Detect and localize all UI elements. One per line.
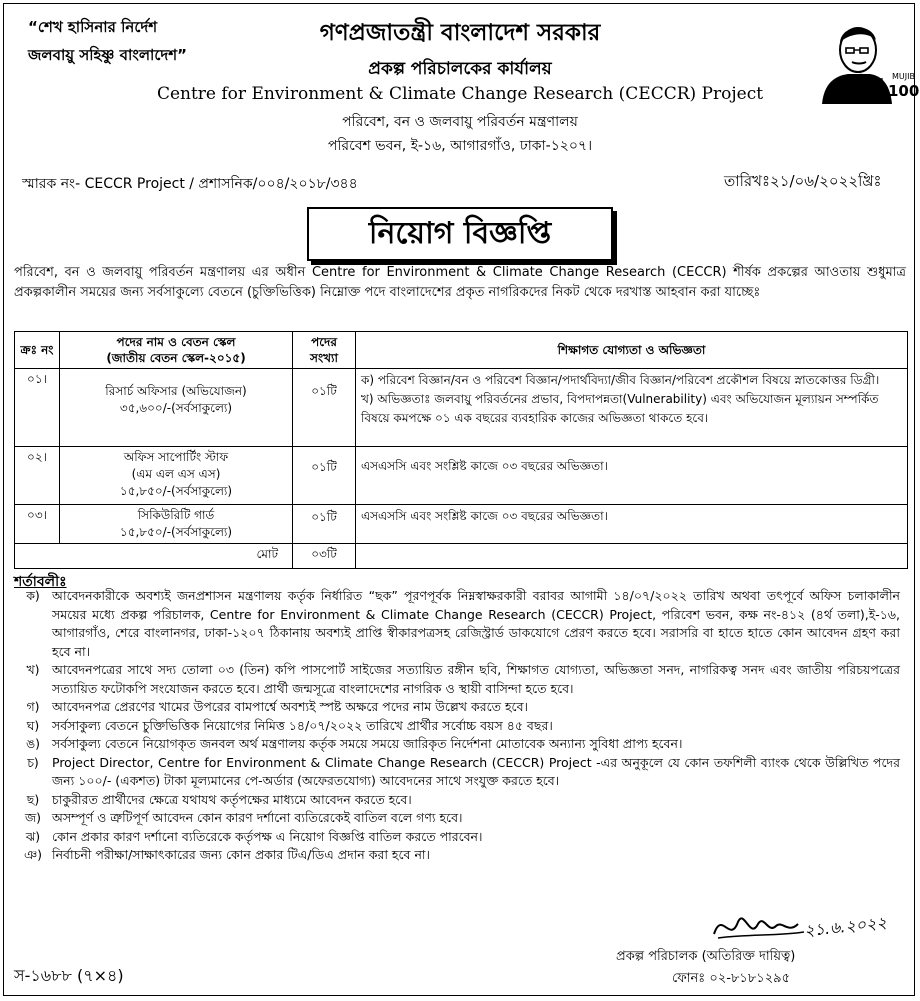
office-address: পরিবেশ ভবন, ই-১৬, আগারগাঁও, ঢাকা-১২০৭। [327,138,593,154]
term-key: ঙ) [25,736,41,751]
term-text: আবেদনপত্রের সাথে সদ্য তোলা ০৩ (তিন) কপি পাসপোর্ট সাইজের সত্যায়িত রঙ্গীন ছবি, শিক্ষাগত যোগ্যতা, অভিজ্ঞতা সনদ, নাগরিকত্ব সনদ এবং জাতীয় পরিচয়পত্রের সত্যায়িত ফটোকপি সংযোজন করতে হবে। প্রার্থী জন্মসূত্রে বাংলাদেশের নাগরিক ও স্থায়ী বাসিন্দা হতে হবে। [52,662,900,696]
row-serial: ০১। [15,369,60,447]
table-row [15,369,908,447]
term-item [14,735,908,754]
qualification-b: খ) অভিজ্ঞতাঃ জলবায়ু পরিবর্তনের প্রভাব, বিপদাপন্নতা(Vulnerability) এবং অভিযোজন মূল্যায়ন সম্পর্কিত বিষয়ে কমপক্ষে ০১ এক বছরের ব্যবহারিক কাজের অভিজ্ঞতা থাকতে হবে। [361,392,879,425]
notice-date: তারিখঃ২১/০৬/২০২২খ্রিঃ [724,172,882,190]
term-item [14,791,908,810]
post-pay: ১৫,৮৫০/-(সর্বসাকুল্যে) [119,525,233,539]
table-header-row [15,332,908,369]
term-text: কোন প্রকার কারণ দর্শানো ব্যতিরেকে কর্তৃপক্ষ এ নিয়োগ বিজ্ঞপ্তি বাতিল করতে পারবেন। [52,828,483,844]
term-item [14,587,908,661]
term-key: ছ) [26,791,40,807]
total-empty-cell [356,544,908,569]
logo-text: মুজিব [848,74,883,92]
total-value: ০৩টি [293,544,356,569]
header-count: পদের সংখ্যা [293,332,356,369]
post-pay: ১৫,৮৫০/-(সর্বসাকুল্যে) [119,484,233,498]
term-text: Project Director, Centre for Environment & Climate Change Research (CECCR) Project -এর অনুকূলে যে কোন তফশিলী ব্যাংক থেকে উল্লিখিত পদের জন্য ১০০/- (একশত) টাকা মূল্যমানের পে-অর্ডার (অফেরতযোগ্য) আবেদনের সাথে সংযুক্ত করতে হবে। [52,754,900,788]
row-serial: ০২। [15,447,60,505]
term-item [14,809,908,828]
handwritten-signature [708,904,908,948]
term-text: সর্বসাকুল্য বেতনে চুক্তিভিত্তিক নিয়োগের নিমিত্ত ১৪/০৭/২০২২ তারিখে প্রার্থীর সর্বোচ্চ বয়স ৪৫ বছর। [52,717,553,733]
notice-title: নিয়োগ বিজ্ঞপ্তি [307,207,613,261]
term-item [14,754,908,791]
qualification-a: ক) পরিবেশ বিজ্ঞান/বন ও পরিবেশ বিজ্ঞান/পদার্থবিদ্যা/জীব বিজ্ঞান/পরিবেশ প্রকৌশল বিষয়ে স্নাতকোত্তর ডিগ্রী। [361,373,880,387]
row-qualification: এসএসসি এবং সংশ্লিষ্ট কাজে ০৩ বছরের অভিজ্ঞতা। [356,447,908,505]
mujib-100-logo [812,14,920,108]
logo-subtext: শতবর্ষ [852,94,870,102]
term-text: চাকুরীরত প্রার্থীদের ক্ষেত্রে যথাযথ কর্তৃপক্ষের মাধ্যমে আবেদন করতে হবে। [52,791,412,807]
term-key: খ) [26,662,40,677]
term-item [14,661,908,698]
post-name: সিকিউরিটি গার্ড [137,508,215,522]
row-qualification [356,369,908,447]
term-item [14,717,908,736]
government-title: গণপ্রজাতন্ত্রী বাংলাদেশ সরকার [319,20,601,46]
total-label: মোট [15,544,293,569]
term-key: গ) [26,699,40,714]
row-post [60,505,293,544]
term-text: আবেদনকারীকে অবশ্যই জনপ্রশাসন মন্ত্রণালয় কর্তৃক নির্ধারিত “ছক” পূরণপূর্বক নিম্নস্বাক্ষরকারী বরাবর আগামী ১৪/০৭/২০২২ তারিখ অথবা তৎপূর্বে অফিস চলাকালীন সময়ের মধ্যে প্রকল্প পরিচালক, Centre for Environment & Climate Change Research (CECCR) Project, পরিবেশ ভবন, কক্ষ নং-৪১২ (৪র্থ তলা),ই-১৬, আগারগাঁও, শেরে বাংলানগর, ঢাকা-১২০৭ ঠিকানায় অবশ্যই প্রাপ্তি স্বীকারপত্রসহ রেজিস্ট্রার্ড ডাকযোগে প্রেরণ করতে হবে। সরাসরি বা হাতে হাতে কোন আবেদন গ্রহণ করা হবে না। [52,588,900,659]
term-key: ঘ) [26,717,40,733]
total-row [15,544,908,569]
term-text: নির্বাচনী পরীক্ষা/সাক্ষাৎকারের জন্য কোন প্রকার টিএ/ডিএ প্রদান করা হবে না। [52,847,430,862]
posts-table [14,331,908,569]
table-row [15,505,908,544]
term-text: অসম্পূর্ণ ও ত্রুটিপূর্ণ আবেদন কোন কারণ দর্শানো ব্যতিরেকেই বাতিল বলে গণ্য হবে। [52,810,463,825]
project-name: Centre for Environment & Climate Change Research (CECCR) Project [156,84,764,104]
term-text: সর্বসাকুল্য বেতনে নিয়োগকৃত জনবল অর্থ মন্ত্রণালয় কর্তৃক সময়ে সময়ে জারিকৃত নির্দেশনা মোতাবেক অন্যান্য সুবিধা প্রাপ্য হবেন। [52,736,683,751]
header-qualification: শিক্ষাগত যোগ্যতা ও অভিজ্ঞতা [356,332,908,369]
header-post [60,332,293,369]
slogan-line-1: “শেখ হাসিনার নির্দেশ [28,18,158,36]
row-serial: ০৩। [15,505,60,544]
post-pay: ৩৫,৬০০/-(সর্বসাকুল্যে) [119,401,233,415]
office-title: প্রকল্প পরিচালকের কার্যালয় [368,59,552,79]
signature-date: ২১.৬.২০২২ [803,912,888,941]
row-post [60,447,293,505]
post-name: অফিস সাপোর্টিং স্টাফ [123,450,229,464]
logo-mujib-text: MUJIB [892,72,915,81]
ministry-name: পরিবেশ, বন ও জলবায়ু পরিবর্তন মন্ত্রণালয় [342,114,578,130]
signatory-designation: প্রকল্প পরিচালক (অতিরিক্ত দায়িত্ব) [616,949,796,964]
term-text: আবেদনপত্র প্রেরণের খামের উপরের বামপার্শ্বে অবশ্যই স্পষ্ট অক্ষরে পদের নাম উল্লেখ করতে হবে। [52,699,528,714]
terms-list [14,587,908,865]
logo-number: 100 [888,82,920,100]
post-name-sub: (এম এল এস এস) [131,467,221,481]
header-post-line-1: পদের নাম ও বেতন স্কেল [116,335,236,349]
intro-paragraph: পরিবেশ, বন ও জলবায়ু পরিবর্তন মন্ত্রণালয় এর অধীন Centre for Environment & Climate Change Research (CECCR) শীর্ষক প্রকল্পের আওতায় শুধুমাত্র প্রকল্পকালীন সময়ের জন্য সর্বসাকুল্যে বেতনে (চুক্তিভিত্তিক) নিম্নোক্ত পদে বাংলাদেশের প্রকৃত নাগরিকদের নিকট থেকে দরখাস্ত আহবান করা যাচ্ছেঃ [14,265,906,300]
term-key: চ) [27,754,39,770]
memo-number: স্মারক নং- CECCR Project / প্রশাসনিক/০০৪/২০১৮/৩৪৪ [22,176,358,192]
term-item [14,828,908,847]
term-item [14,698,908,717]
row-qualification: এসএসসি এবং সংশ্লিষ্ট কাজে ০৩ বছরের অভিজ্ঞতা। [356,505,908,544]
row-count: ০১টি [293,447,356,505]
term-key: ঝ) [25,828,41,844]
terms-heading: শর্তাবলীঃ [14,574,67,590]
row-count: ০১টি [293,505,356,544]
table-row [15,447,908,505]
term-item [14,846,908,865]
row-count: ০১টি [293,369,356,447]
header-post-line-2: (জাতীয় বেতন স্কেল-২০১৫) [106,351,246,365]
header-serial: ক্রঃ নং [15,332,60,369]
ad-code: স-১৬৮৮ (৭×৪) [14,966,124,985]
phone-number: ফোনঃ ০২-৮১৮১২৯৫ [672,971,791,986]
slogan-line-2: জলবায়ু সহিষ্ণু বাংলাদেশ” [28,46,188,64]
row-post [60,369,293,447]
term-key: ক) [26,588,40,603]
term-key: জ) [24,810,42,825]
term-key: ঞ) [23,847,43,862]
post-name: রিসার্চ অফিসার (অভিযোজন) [105,384,247,398]
